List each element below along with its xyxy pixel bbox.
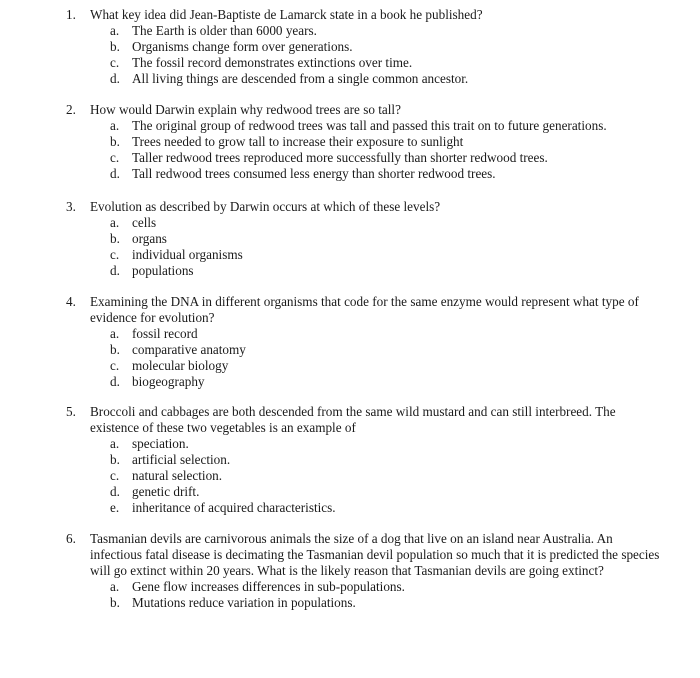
answer-options [110, 436, 666, 516]
answer-option [110, 374, 666, 390]
option-letter: b. [110, 134, 120, 149]
option-letter: d. [110, 71, 120, 86]
answer-option [110, 71, 666, 87]
option-text: All living things are descended from a single common ancestor. [132, 71, 469, 86]
option-text: biogeography [132, 374, 205, 389]
question-text: Evolution as described by Darwin occurs at which of these levels? [90, 199, 441, 214]
answer-option [110, 231, 666, 247]
option-letter: a. [110, 118, 120, 133]
answer-option [110, 134, 666, 150]
answer-option [110, 118, 666, 134]
option-letter: a. [110, 579, 120, 594]
answer-option [110, 263, 666, 279]
option-letter: a. [110, 326, 120, 341]
option-text: The original group of redwood trees was tall and passed this trait on to future generations. [132, 118, 607, 133]
answer-option [110, 166, 666, 182]
option-letter: a. [110, 436, 120, 451]
option-letter: c. [110, 247, 120, 262]
option-text: genetic drift. [132, 484, 200, 499]
option-text: inheritance of acquired characteristics. [132, 500, 336, 515]
option-text: comparative anatomy [132, 342, 246, 357]
option-text: The fossil record demonstrates extinctions over time. [132, 55, 413, 70]
option-letter: a. [110, 23, 120, 38]
option-letter: c. [110, 55, 120, 70]
answer-option [110, 23, 666, 39]
option-text: Gene flow increases differences in sub-populations. [132, 579, 405, 594]
answer-options [110, 215, 666, 279]
option-text: organs [132, 231, 167, 246]
answer-options [110, 23, 666, 87]
option-letter: d. [110, 374, 120, 389]
option-letter: e. [110, 500, 120, 515]
answer-option [110, 342, 666, 358]
option-text: molecular biology [132, 358, 229, 373]
question-text: What key idea did Jean-Baptiste de Lamarck state in a book he published? [90, 7, 483, 22]
question-text: Broccoli and cabbages are both descended from the same wild mustard and can still interbreed. The existence of these two vegetables is an example of [90, 404, 616, 435]
option-letter: a. [110, 215, 120, 230]
option-text: Mutations reduce variation in populations. [132, 595, 356, 610]
option-text: fossil record [132, 326, 198, 341]
option-letter: b. [110, 39, 120, 54]
question-5 [66, 404, 666, 516]
answer-options [110, 118, 666, 182]
answer-option [110, 39, 666, 55]
option-text: populations [132, 263, 194, 278]
answer-option [110, 326, 666, 342]
option-letter: b. [110, 342, 120, 357]
answer-option [110, 358, 666, 374]
option-letter: b. [110, 595, 120, 610]
question-4 [66, 294, 666, 390]
question-number: 2. [66, 102, 76, 117]
option-text: cells [132, 215, 157, 230]
question-2 [66, 102, 666, 182]
option-letter: d. [110, 166, 120, 181]
answer-option [110, 150, 666, 166]
answer-option [110, 247, 666, 263]
answer-option [110, 579, 666, 595]
option-text: natural selection. [132, 468, 223, 483]
option-text: Taller redwood trees reproduced more successfully than shorter redwood trees. [132, 150, 548, 165]
question-text: Examining the DNA in different organisms that code for the same enzyme would represent what type of evidence for evolution? [90, 294, 639, 325]
question-1 [66, 7, 666, 87]
question-number: 6. [66, 531, 76, 546]
answer-option [110, 215, 666, 231]
question-text: How would Darwin explain why redwood trees are so tall? [90, 102, 401, 117]
option-text: Tall redwood trees consumed less energy than shorter redwood trees. [132, 166, 496, 181]
question-number: 4. [66, 294, 76, 309]
answer-option [110, 484, 666, 500]
option-text: speciation. [132, 436, 189, 451]
option-letter: c. [110, 468, 120, 483]
option-letter: b. [110, 452, 120, 467]
option-text: individual organisms [132, 247, 243, 262]
option-letter: d. [110, 263, 120, 278]
answer-option [110, 55, 666, 71]
question-text: Tasmanian devils are carnivorous animals the size of a dog that live on an island near Australia. An infectious fatal disease is decimating the Tasmanian devil population so much that it is predicted the species will go extinct within 20 years. What is the likely reason that Tasmanian devils are going extinct? [90, 531, 660, 578]
answer-option [110, 452, 666, 468]
option-text: Organisms change form over generations. [132, 39, 353, 54]
answer-options [110, 326, 666, 390]
answer-option [110, 436, 666, 452]
question-number: 5. [66, 404, 76, 419]
question-3 [66, 199, 666, 279]
answer-option [110, 595, 666, 611]
answer-options [110, 579, 666, 611]
option-text: Trees needed to grow tall to increase their exposure to sunlight [132, 134, 464, 149]
answer-option [110, 468, 666, 484]
option-letter: c. [110, 150, 120, 165]
option-text: The Earth is older than 6000 years. [132, 23, 317, 38]
question-6 [66, 531, 666, 611]
question-number: 3. [66, 199, 76, 214]
answer-option [110, 500, 666, 516]
question-number: 1. [66, 7, 76, 22]
option-letter: d. [110, 484, 120, 499]
option-text: artificial selection. [132, 452, 231, 467]
option-letter: b. [110, 231, 120, 246]
option-letter: c. [110, 358, 120, 373]
